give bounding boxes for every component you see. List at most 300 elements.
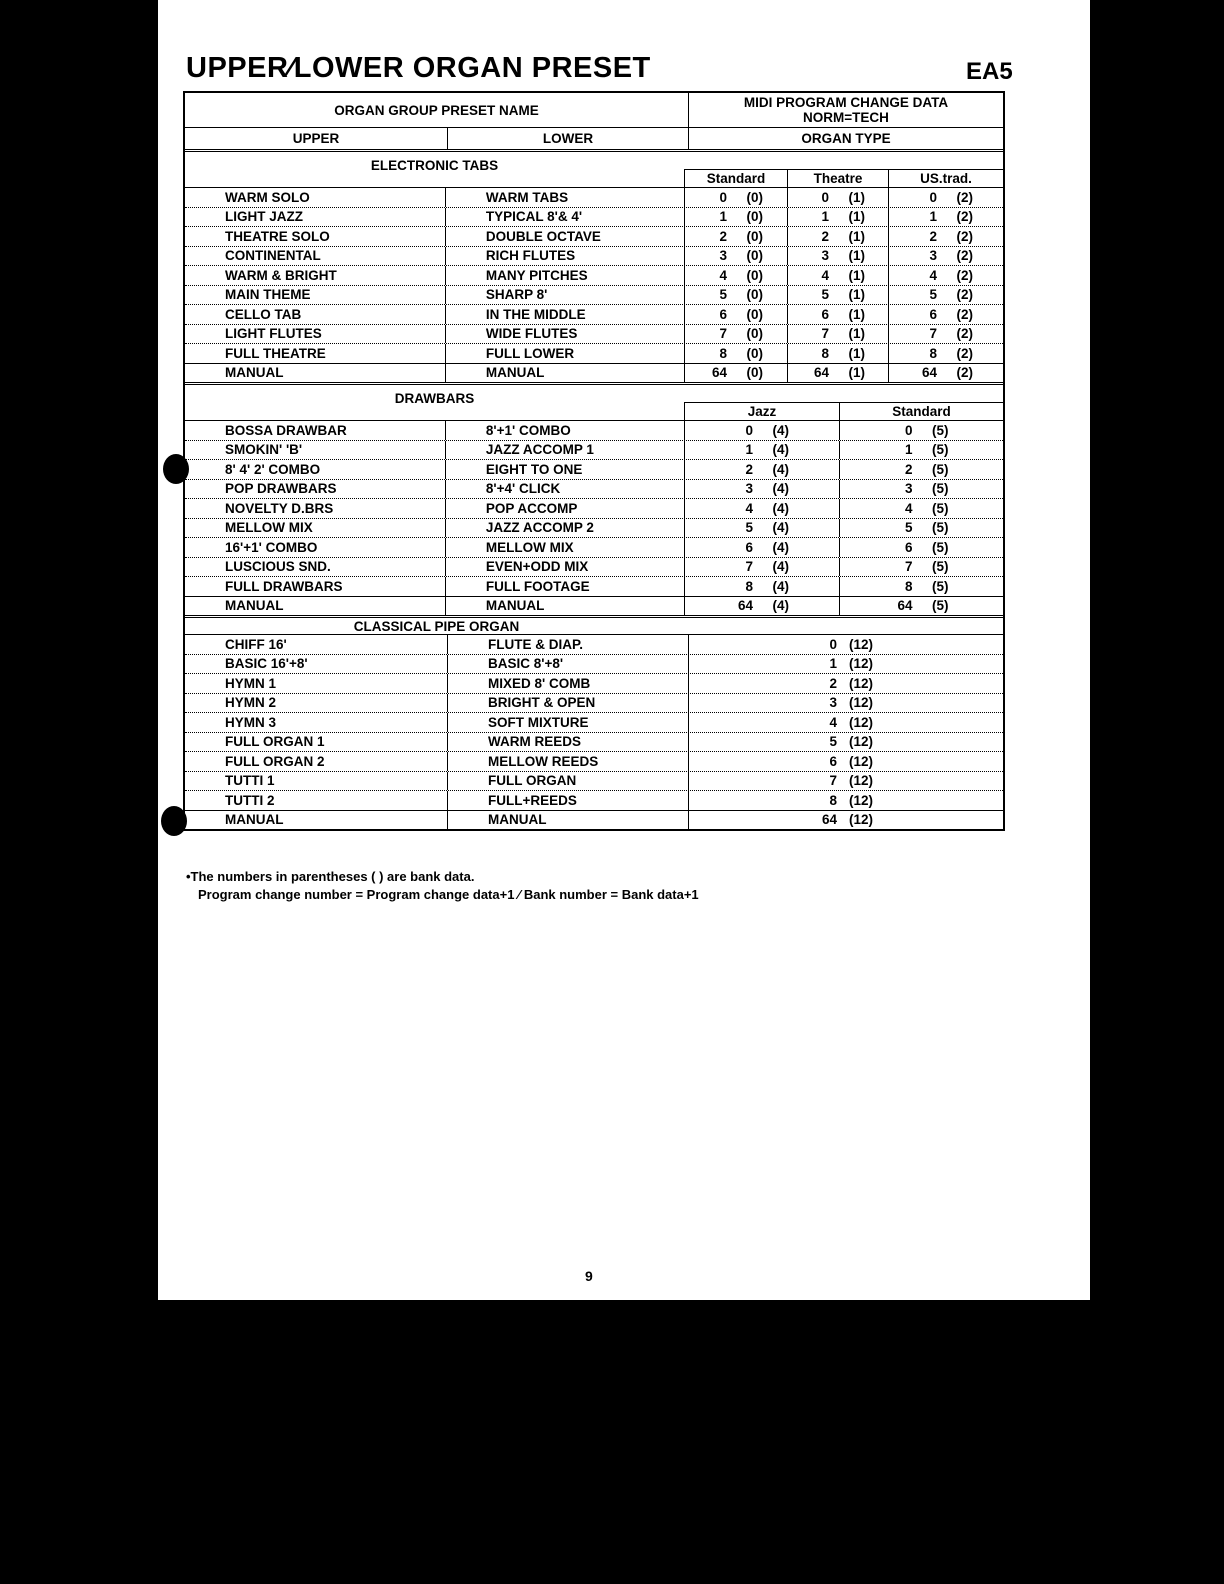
program-change-value: 3	[719, 248, 727, 264]
table-row	[185, 226, 1003, 246]
midi-value-cell	[839, 558, 1003, 577]
midi-value-cell	[689, 635, 1003, 654]
upper-preset-name: HYMN 3	[225, 714, 277, 730]
midi-value-cell	[685, 305, 787, 324]
midi-values	[688, 791, 1003, 810]
model-code: EA5	[966, 58, 1013, 85]
midi-value-cell	[787, 266, 888, 285]
electronic-type-headers	[684, 152, 1003, 187]
midi-header	[688, 93, 1003, 127]
program-change-value: 3	[821, 248, 829, 264]
bank-value: (0)	[746, 326, 763, 342]
program-change-value: 4	[904, 500, 913, 516]
bank-value: (0)	[746, 209, 763, 225]
program-change-value: 7	[929, 326, 937, 342]
upper-preset-name: TUTTI 2	[225, 792, 275, 808]
program-change-value: 64	[821, 812, 837, 828]
bank-value: (5)	[932, 578, 949, 594]
lower-preset-name: JAZZ ACCOMP 1	[445, 441, 684, 460]
midi-value-cell	[888, 305, 1003, 324]
bank-value: (4)	[772, 422, 789, 438]
bank-value: (2)	[956, 326, 973, 342]
midi-value-cell	[888, 344, 1003, 363]
bank-value: (1)	[848, 228, 865, 244]
bank-value: (0)	[746, 287, 763, 303]
lower-preset-name: IN THE MIDDLE	[445, 305, 684, 324]
lower-preset-name: FULL LOWER	[445, 344, 684, 363]
midi-values	[684, 441, 1003, 460]
lower-preset-name: BRIGHT & OPEN	[447, 694, 688, 713]
lower-header: LOWER	[447, 128, 688, 149]
lower-preset-name: 8'+1' COMBO	[445, 421, 684, 440]
bank-value: (2)	[956, 365, 973, 381]
table-row	[185, 324, 1003, 344]
midi-values	[684, 344, 1003, 363]
preset-table	[183, 91, 1005, 831]
bank-value: (5)	[932, 539, 949, 555]
program-change-value: 2	[719, 228, 727, 244]
table-row	[185, 634, 1003, 654]
bank-value: (12)	[848, 812, 873, 828]
bank-value: (12)	[848, 636, 873, 652]
electronic-title: ELECTRONIC TABS	[370, 158, 499, 173]
footnote-line-1: •The numbers in parentheses ( ) are bank data.	[186, 869, 475, 884]
midi-values	[688, 655, 1003, 674]
electronic-type-header: Theatre	[787, 170, 888, 187]
bank-value: (4)	[772, 520, 789, 536]
upper-preset-name: CELLO TAB	[225, 306, 302, 322]
midi-values	[688, 694, 1003, 713]
program-change-value: 5	[829, 734, 837, 750]
footnote-line-2: Program change number = Program change data+1 ∕ Bank number = Bank data+1	[198, 887, 699, 902]
program-change-value: 0	[904, 422, 913, 438]
organ-type-header: ORGAN TYPE	[688, 128, 1003, 149]
program-change-value: 64	[737, 598, 753, 614]
midi-values	[684, 480, 1003, 499]
lower-preset-name: WARM REEDS	[447, 733, 688, 752]
bank-value: (2)	[956, 189, 973, 205]
program-change-value: 6	[719, 306, 727, 322]
bank-value: (5)	[932, 559, 949, 575]
midi-value-cell	[685, 325, 787, 344]
drawbars-type-header: Standard	[839, 403, 1003, 420]
midi-value-cell	[787, 208, 888, 227]
bank-value: (4)	[772, 481, 789, 497]
table-header-row	[185, 93, 1003, 127]
upper-preset-name: FULL ORGAN 2	[225, 753, 325, 769]
midi-value-cell	[689, 811, 1003, 830]
upper-preset-name: HYMN 2	[225, 695, 277, 711]
midi-values	[684, 266, 1003, 285]
bank-value: (1)	[848, 306, 865, 322]
table-row	[185, 459, 1003, 479]
upper-preset-name: CHIFF 16'	[225, 636, 287, 652]
midi-values	[684, 364, 1003, 383]
bank-value: (1)	[848, 345, 865, 361]
program-change-value: 4	[829, 714, 837, 730]
program-change-value: 7	[821, 326, 829, 342]
midi-value-cell	[689, 752, 1003, 771]
bank-value: (5)	[932, 461, 949, 477]
midi-value-cell	[839, 460, 1003, 479]
electronic-type-header: Standard	[706, 171, 766, 186]
program-change-value: 7	[745, 559, 753, 575]
midi-values	[684, 421, 1003, 440]
bank-value: (1)	[848, 365, 865, 381]
upper-preset-name: 8' 4' 2' COMBO	[225, 461, 321, 477]
program-change-value: 1	[745, 442, 753, 458]
bank-value: (0)	[746, 306, 763, 322]
bank-value: (0)	[746, 365, 763, 381]
bank-value: (5)	[932, 442, 949, 458]
upper-preset-name: CONTINENTAL	[225, 248, 321, 264]
midi-values	[688, 772, 1003, 791]
electronic-tabs-section	[185, 149, 1003, 382]
program-change-value: 8	[929, 345, 937, 361]
midi-value-cell	[685, 499, 839, 518]
bank-value: (4)	[772, 559, 789, 575]
midi-value-cell	[888, 325, 1003, 344]
midi-value-cell	[685, 364, 787, 383]
bank-value: (2)	[956, 306, 973, 322]
midi-values	[688, 674, 1003, 693]
upper-preset-name: 16'+1' COMBO	[225, 539, 318, 555]
upper-preset-name: WARM SOLO	[225, 189, 310, 205]
midi-value-cell	[685, 208, 787, 227]
upper-preset-name: MELLOW MIX	[225, 520, 313, 536]
lower-preset-name: JAZZ ACCOMP 2	[445, 519, 684, 538]
binder-hole	[161, 806, 187, 836]
program-change-value: 1	[904, 442, 913, 458]
lower-preset-name: DOUBLE OCTAVE	[445, 227, 684, 246]
table-row	[185, 771, 1003, 791]
bank-value: (1)	[848, 189, 865, 205]
upper-preset-name: WARM & BRIGHT	[225, 267, 337, 283]
bank-value: (4)	[772, 461, 789, 477]
bank-value: (0)	[746, 248, 763, 264]
table-row	[185, 265, 1003, 285]
program-change-value: 0	[821, 189, 829, 205]
scan-margin	[0, 1300, 158, 1584]
midi-value-cell	[685, 266, 787, 285]
page-number: 9	[585, 1268, 593, 1284]
table-row	[185, 790, 1003, 810]
lower-preset-name: EIGHT TO ONE	[445, 460, 684, 479]
program-change-value: 6	[821, 306, 829, 322]
midi-value-cell	[685, 188, 787, 207]
midi-values	[684, 188, 1003, 207]
program-change-value: 64	[897, 598, 913, 614]
program-change-value: 6	[904, 539, 913, 555]
table-row	[185, 440, 1003, 460]
bank-value: (5)	[932, 598, 949, 614]
bank-value: (1)	[848, 326, 865, 342]
midi-value-cell	[685, 344, 787, 363]
table-row	[185, 537, 1003, 557]
electronic-title-row	[185, 149, 1003, 187]
midi-title: MIDI PROGRAM CHANGE DATA	[743, 95, 949, 110]
bank-value: (0)	[746, 345, 763, 361]
midi-value-cell	[689, 713, 1003, 732]
lower-preset-name: MELLOW REEDS	[447, 752, 688, 771]
bank-value: (5)	[932, 520, 949, 536]
drawbars-title-row	[185, 382, 1003, 420]
bank-value: (12)	[848, 792, 873, 808]
upper-preset-name: TUTTI 1	[225, 773, 275, 789]
bank-value: (2)	[956, 287, 973, 303]
program-change-value: 8	[821, 345, 829, 361]
program-change-value: 6	[745, 539, 753, 555]
classical-title-row	[185, 615, 1003, 634]
midi-value-cell	[787, 188, 888, 207]
midi-values	[684, 519, 1003, 538]
bank-value: (12)	[848, 734, 873, 750]
midi-values	[684, 227, 1003, 246]
program-change-value: 4	[745, 500, 753, 516]
program-change-value: 1	[829, 656, 837, 672]
midi-values	[684, 460, 1003, 479]
program-change-value: 64	[711, 365, 727, 381]
midi-value-cell	[685, 227, 787, 246]
midi-value-cell	[685, 480, 839, 499]
program-change-value: 5	[904, 520, 913, 536]
bank-value: (12)	[848, 675, 873, 691]
midi-value-cell	[689, 674, 1003, 693]
midi-values	[684, 305, 1003, 324]
table-row	[185, 693, 1003, 713]
bank-value: (1)	[848, 267, 865, 283]
lower-preset-name: MANUAL	[445, 364, 684, 383]
bank-value: (1)	[848, 248, 865, 264]
program-change-value: 2	[745, 461, 753, 477]
program-change-value: 8	[829, 792, 837, 808]
bank-value: (12)	[848, 753, 873, 769]
upper-preset-name: SMOKIN' 'B'	[225, 442, 303, 458]
lower-preset-name: 8'+4' CLICK	[445, 480, 684, 499]
lower-preset-name: FULL+REEDS	[447, 791, 688, 810]
midi-value-cell	[888, 286, 1003, 305]
midi-values	[688, 713, 1003, 732]
midi-value-cell	[839, 480, 1003, 499]
table-row	[185, 285, 1003, 305]
program-change-value: 2	[829, 675, 837, 691]
program-change-value: 2	[904, 461, 913, 477]
upper-preset-name: FULL THEATRE	[225, 345, 326, 361]
upper-preset-name: BASIC 16'+8'	[225, 656, 308, 672]
program-change-value: 5	[745, 520, 753, 536]
lower-preset-name: TYPICAL 8'& 4'	[445, 208, 684, 227]
bank-value: (2)	[956, 345, 973, 361]
bank-value: (12)	[848, 773, 873, 789]
lower-preset-name: BASIC 8'+8'	[447, 655, 688, 674]
table-row	[185, 518, 1003, 538]
midi-value-cell	[888, 364, 1003, 383]
midi-value-cell	[839, 538, 1003, 557]
midi-values	[688, 635, 1003, 654]
binder-hole	[163, 454, 189, 484]
midi-value-cell	[685, 421, 839, 440]
upper-preset-name: HYMN 1	[225, 675, 277, 691]
midi-values	[688, 752, 1003, 771]
program-change-value: 0	[745, 422, 753, 438]
lower-preset-name: MELLOW MIX	[445, 538, 684, 557]
lower-preset-name: EVEN+ODD MIX	[445, 558, 684, 577]
bank-value: (0)	[746, 228, 763, 244]
table-row	[185, 187, 1003, 207]
lower-preset-name: WIDE FLUTES	[445, 325, 684, 344]
bank-value: (12)	[848, 656, 873, 672]
classical-section	[185, 615, 1003, 829]
midi-value-cell	[685, 247, 787, 266]
bank-value: (1)	[848, 209, 865, 225]
program-change-value: 4	[929, 267, 937, 283]
program-change-value: 8	[904, 578, 913, 594]
lower-preset-name: SHARP 8'	[445, 286, 684, 305]
program-change-value: 0	[829, 636, 837, 652]
lower-preset-name: MIXED 8' COMB	[447, 674, 688, 693]
midi-value-cell	[888, 188, 1003, 207]
program-change-value: 5	[821, 287, 829, 303]
table-row	[185, 673, 1003, 693]
preset-name-header: ORGAN GROUP PRESET NAME	[334, 102, 539, 118]
midi-value-cell	[685, 441, 839, 460]
program-change-value: 7	[829, 773, 837, 789]
program-change-value: 0	[929, 189, 937, 205]
bank-value: (2)	[956, 228, 973, 244]
midi-value-cell	[685, 558, 839, 577]
midi-values	[688, 733, 1003, 752]
table-row	[185, 207, 1003, 227]
upper-preset-name: MANUAL	[225, 598, 284, 614]
midi-value-cell	[888, 266, 1003, 285]
upper-preset-name: MAIN THEME	[225, 287, 311, 303]
midi-value-cell	[888, 227, 1003, 246]
program-change-value: 0	[719, 189, 727, 205]
program-change-value: 2	[929, 228, 937, 244]
upper-preset-name: LIGHT FLUTES	[225, 326, 322, 342]
program-change-value: 3	[904, 481, 913, 497]
bank-value: (12)	[848, 695, 873, 711]
bank-value: (5)	[932, 481, 949, 497]
midi-value-cell	[787, 364, 888, 383]
midi-value-cell	[787, 325, 888, 344]
midi-value-cell	[787, 286, 888, 305]
drawbars-type-header: Jazz	[747, 404, 777, 419]
program-change-value: 3	[929, 248, 937, 264]
midi-value-cell	[685, 597, 839, 616]
program-change-value: 3	[745, 481, 753, 497]
midi-value-cell	[787, 344, 888, 363]
lower-preset-name: MANUAL	[445, 597, 684, 616]
classical-title: CLASSICAL PIPE ORGAN	[353, 618, 520, 634]
drawbars-title: DRAWBARS	[394, 391, 475, 406]
midi-value-cell	[787, 227, 888, 246]
program-change-value: 5	[719, 287, 727, 303]
midi-value-cell	[689, 733, 1003, 752]
upper-preset-name: BOSSA DRAWBAR	[225, 422, 347, 438]
lower-preset-name: FULL FOOTAGE	[445, 577, 684, 596]
table-row	[185, 420, 1003, 440]
lower-preset-name: MANUAL	[447, 811, 688, 830]
program-change-value: 7	[904, 559, 913, 575]
table-row	[185, 654, 1003, 674]
table-row	[185, 363, 1003, 383]
bank-value: (1)	[848, 287, 865, 303]
midi-values	[684, 325, 1003, 344]
bank-value: (2)	[956, 267, 973, 283]
midi-values	[684, 208, 1003, 227]
midi-values	[684, 499, 1003, 518]
bank-value: (5)	[932, 500, 949, 516]
upper-preset-name: LIGHT JAZZ	[225, 209, 303, 225]
table-row	[185, 304, 1003, 324]
program-change-value: 5	[929, 287, 937, 303]
midi-values	[684, 247, 1003, 266]
program-change-value: 6	[929, 306, 937, 322]
lower-preset-name: MANY PITCHES	[445, 266, 684, 285]
footnote	[186, 868, 699, 904]
midi-value-cell	[685, 460, 839, 479]
midi-value-cell	[685, 577, 839, 596]
midi-value-cell	[689, 791, 1003, 810]
upper-preset-name: THEATRE SOLO	[225, 228, 330, 244]
program-change-value: 1	[929, 209, 937, 225]
lower-preset-name: RICH FLUTES	[445, 247, 684, 266]
upper-preset-name: MANUAL	[225, 812, 284, 828]
table-row	[185, 246, 1003, 266]
table-row	[185, 810, 1003, 830]
program-change-value: 7	[719, 326, 727, 342]
bank-value: (4)	[772, 578, 789, 594]
drawbars-section	[185, 382, 1003, 615]
lower-preset-name: FLUTE & DIAP.	[447, 635, 688, 654]
midi-value-cell	[888, 247, 1003, 266]
upper-preset-name: FULL ORGAN 1	[225, 734, 325, 750]
table-row	[185, 479, 1003, 499]
midi-value-cell	[839, 577, 1003, 596]
midi-value-cell	[685, 538, 839, 557]
bank-value: (0)	[746, 267, 763, 283]
midi-values	[684, 286, 1003, 305]
lower-preset-name: POP ACCOMP	[445, 499, 684, 518]
table-row	[185, 596, 1003, 616]
program-change-value: 8	[719, 345, 727, 361]
program-change-value: 64	[813, 365, 829, 381]
drawbars-type-headers	[684, 385, 1003, 420]
midi-value-cell	[787, 305, 888, 324]
bank-value: (4)	[772, 500, 789, 516]
midi-value-cell	[839, 519, 1003, 538]
program-change-value: 6	[829, 753, 837, 769]
midi-value-cell	[839, 499, 1003, 518]
midi-value-cell	[839, 597, 1003, 616]
midi-value-cell	[689, 655, 1003, 674]
table-row	[185, 343, 1003, 363]
midi-value-cell	[685, 286, 787, 305]
midi-values	[684, 577, 1003, 596]
program-change-value: 8	[745, 578, 753, 594]
upper-header: UPPER	[292, 131, 340, 146]
electronic-type-header: US.trad.	[888, 170, 1003, 187]
bank-value: (4)	[772, 598, 789, 614]
midi-value-cell	[839, 441, 1003, 460]
upper-preset-name: POP DRAWBARS	[225, 481, 337, 497]
midi-value-cell	[685, 519, 839, 538]
program-change-value: 3	[829, 695, 837, 711]
program-change-value: 1	[719, 209, 727, 225]
program-change-value: 2	[821, 228, 829, 244]
midi-values	[684, 597, 1003, 616]
